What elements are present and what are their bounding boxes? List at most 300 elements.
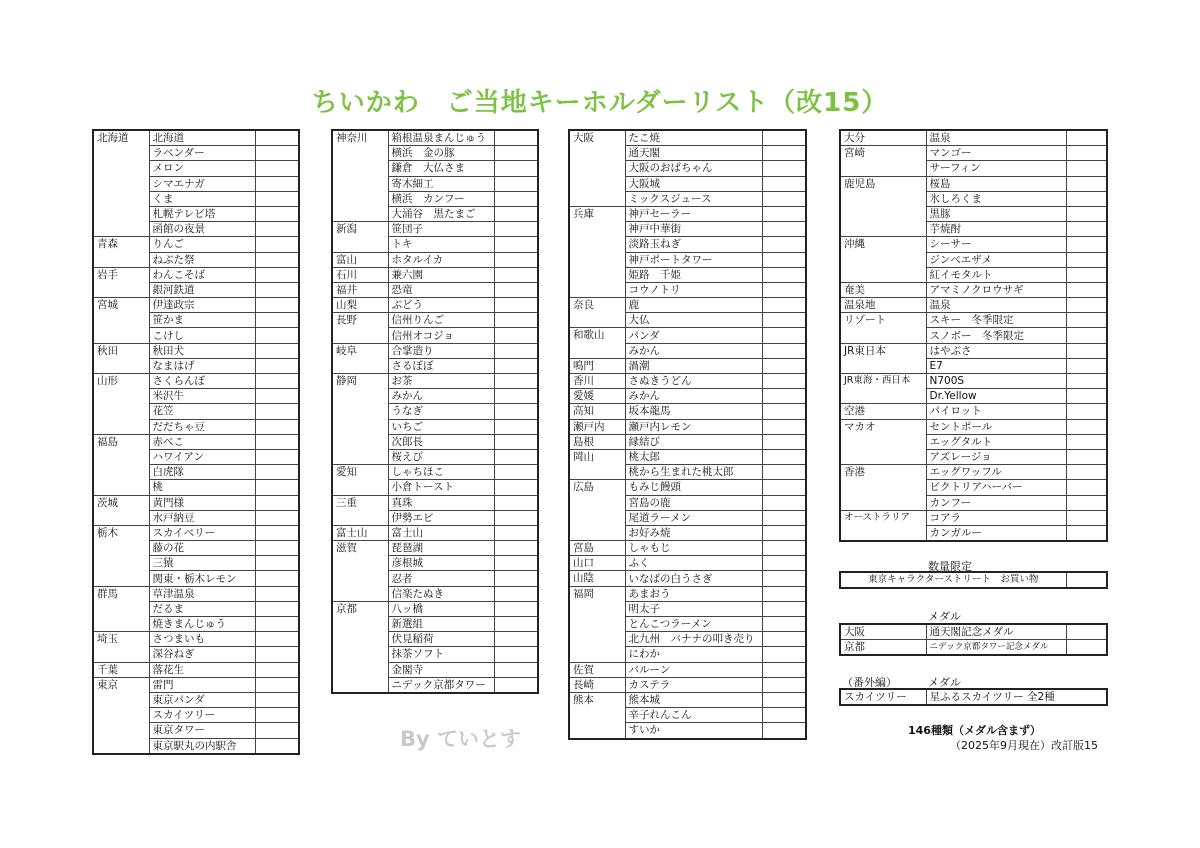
check-cell [255, 465, 299, 480]
table-row [569, 480, 806, 495]
prefecture-cell: 茨城 [93, 495, 149, 525]
check-cell [762, 343, 806, 358]
check-cell [494, 358, 538, 373]
prefecture-cell: 群馬 [93, 586, 149, 632]
item-cell: しゃもじ [625, 541, 762, 556]
prefecture-cell: オーストラリア [840, 510, 926, 541]
table-row [840, 689, 1107, 705]
medal-label: メダル [928, 610, 961, 623]
prefecture-cell: 長野 [332, 313, 388, 343]
item-cell: 神戸中華街 [625, 222, 762, 237]
table-row [332, 222, 538, 237]
check-cell [762, 267, 806, 282]
item-cell: 信楽たぬき [388, 586, 494, 601]
check-cell [762, 708, 806, 723]
item-cell: 琵琶湖 [388, 541, 494, 556]
check-cell [255, 738, 299, 754]
check-cell [762, 358, 806, 373]
item-cell: ホタルイカ [388, 252, 494, 267]
check-cell [494, 662, 538, 677]
table-row [569, 419, 806, 434]
item-cell: こけし [149, 328, 255, 343]
check-cell [494, 374, 538, 389]
item-cell: 紅イモタルト [926, 267, 1066, 282]
item-cell: 彦根城 [388, 556, 494, 571]
item-cell: 白虎隊 [149, 465, 255, 480]
prefecture-cell: 大分 [840, 130, 926, 146]
item-cell: 抹茶ソフト [388, 647, 494, 662]
table-row [332, 252, 538, 267]
item-cell: E7 [926, 358, 1066, 373]
item-cell: 鎌倉 大仏さま [388, 161, 494, 176]
prefecture-cell: スカイツリー [840, 689, 926, 705]
check-cell [1066, 389, 1107, 404]
check-cell [255, 328, 299, 343]
item-cell: 淡路玉ねぎ [625, 237, 762, 252]
table-row [840, 465, 1107, 480]
table-row [93, 632, 299, 647]
item-cell: 東京パンダ [149, 692, 255, 707]
check-cell [1066, 495, 1107, 510]
medal-table [839, 623, 1108, 656]
check-cell [255, 222, 299, 237]
check-cell [1066, 161, 1107, 176]
item-cell: 札幌テレビ塔 [149, 206, 255, 221]
item-cell: わんこそば [149, 267, 255, 282]
item-cell: 雷門 [149, 677, 255, 692]
table-row [332, 495, 538, 510]
item-cell: もみじ饅頭 [625, 480, 762, 495]
item-cell: 兼六園 [388, 267, 494, 282]
item-cell: マンゴー [926, 146, 1066, 161]
check-cell [494, 419, 538, 434]
check-cell [1066, 267, 1107, 282]
list-table-4 [839, 129, 1108, 542]
table-row [569, 130, 806, 146]
check-cell [1066, 449, 1107, 464]
item-cell: ニデック京都タワー記念メダル [926, 640, 1066, 656]
check-cell [762, 556, 806, 571]
item-cell: 星ふるスカイツリー 全2種 [926, 689, 1107, 705]
item-cell: 温泉 [926, 130, 1066, 146]
check-cell [1066, 510, 1107, 525]
check-cell [494, 191, 538, 206]
item-cell: 大涌谷 黒たまご [388, 206, 494, 221]
table-row [840, 510, 1107, 525]
prefecture-cell: 愛知 [332, 465, 388, 495]
item-cell: みかん [625, 343, 762, 358]
table-row [93, 237, 299, 252]
prefecture-cell: 岡山 [569, 449, 625, 479]
table-row [93, 130, 299, 146]
check-cell [1066, 176, 1107, 191]
item-cell: はやぶさ [926, 343, 1066, 358]
check-cell [494, 556, 538, 571]
check-cell [762, 404, 806, 419]
check-cell [1066, 298, 1107, 313]
check-cell [1066, 525, 1107, 541]
prefecture-cell: 温泉地 [840, 298, 926, 313]
item-cell: 伊達政宗 [149, 298, 255, 313]
item-cell: 草津温泉 [149, 586, 255, 601]
check-cell [494, 161, 538, 176]
item-cell: 藤の花 [149, 541, 255, 556]
check-cell [762, 617, 806, 632]
check-cell [255, 282, 299, 297]
item-cell: 東京駅丸の内駅舎 [149, 738, 255, 754]
check-cell [1066, 572, 1107, 588]
check-cell [255, 161, 299, 176]
check-cell [1066, 404, 1107, 419]
table-row [93, 434, 299, 449]
table-row [840, 343, 1107, 358]
item-cell: 次郎長 [388, 434, 494, 449]
item-cell: アマミノクロウサギ [926, 282, 1066, 297]
prefecture-cell: 青森 [93, 237, 149, 267]
check-cell [255, 525, 299, 540]
check-cell [762, 434, 806, 449]
check-cell [762, 647, 806, 662]
check-cell [494, 495, 538, 510]
item-cell: バルーン [625, 662, 762, 677]
check-cell [494, 510, 538, 525]
check-cell [255, 495, 299, 510]
item-cell: 合掌造り [388, 343, 494, 358]
item-cell: さぬきうどん [625, 374, 762, 389]
check-cell [762, 313, 806, 328]
check-cell [1066, 343, 1107, 358]
table-row [840, 572, 1107, 588]
table-row [332, 541, 538, 556]
item-cell: 通天閣 [625, 146, 762, 161]
item-cell: 鹿 [625, 298, 762, 313]
check-cell [494, 222, 538, 237]
item-cell: パンダ [625, 328, 762, 343]
prefecture-cell: 香港 [840, 465, 926, 511]
item-cell: 落花生 [149, 662, 255, 677]
table-row [840, 404, 1107, 419]
check-cell [494, 434, 538, 449]
check-cell [1066, 222, 1107, 237]
check-cell [255, 313, 299, 328]
item-cell: ニデック京都タワー [388, 677, 494, 693]
table-row [569, 586, 806, 601]
prefecture-cell: 奄美 [840, 282, 926, 297]
item-cell: 芋焼酎 [926, 222, 1066, 237]
check-cell [494, 130, 538, 146]
check-cell [494, 601, 538, 616]
item-cell: シマエナガ [149, 176, 255, 191]
item-cell: 深谷ねぎ [149, 647, 255, 662]
check-cell [1066, 434, 1107, 449]
item-cell: 三猿 [149, 556, 255, 571]
check-cell [494, 252, 538, 267]
table-row [840, 640, 1107, 656]
item-cell: 焼きまんじゅう [149, 617, 255, 632]
item-cell: すいか [625, 723, 762, 739]
table-row [332, 282, 538, 297]
item-cell: 信州オコジョ [388, 328, 494, 343]
table-row [569, 206, 806, 221]
check-cell [762, 374, 806, 389]
prefecture-cell: 京都 [840, 640, 926, 656]
table-row [93, 662, 299, 677]
item-cell: 忍者 [388, 571, 494, 586]
table-row [332, 343, 538, 358]
table-row [332, 313, 538, 328]
item-cell: カンガルー [926, 525, 1066, 541]
check-cell [762, 465, 806, 480]
check-cell [1066, 358, 1107, 373]
item-cell: N700S [926, 374, 1066, 389]
table-row [332, 374, 538, 389]
item-cell: にわか [625, 647, 762, 662]
item-cell: ハワイアン [149, 449, 255, 464]
item-cell: 函館の夜景 [149, 222, 255, 237]
item-cell: スカイベリー [149, 525, 255, 540]
check-cell [762, 176, 806, 191]
check-cell [255, 298, 299, 313]
check-cell [494, 449, 538, 464]
item-cell: 宮島の鹿 [625, 495, 762, 510]
item-cell: トキ [388, 237, 494, 252]
item-cell: ぶどう [388, 298, 494, 313]
item-cell: お茶 [388, 374, 494, 389]
table-row [569, 404, 806, 419]
item-cell: 辛子れんこん [625, 708, 762, 723]
item-cell: 小倉トースト [388, 480, 494, 495]
check-cell [494, 617, 538, 632]
prefecture-cell: 島根 [569, 434, 625, 449]
item-cell: 寄木細工 [388, 176, 494, 191]
item-cell: 桜えび [388, 449, 494, 464]
prefecture-cell: リゾート [840, 313, 926, 343]
check-cell [494, 206, 538, 221]
check-cell [1066, 252, 1107, 267]
check-cell [1066, 624, 1107, 640]
check-cell [762, 146, 806, 161]
item-cell: 笹かま [149, 313, 255, 328]
item-cell: 通天閣記念メダル [926, 624, 1066, 640]
item-cell: 花笠 [149, 404, 255, 419]
check-cell [762, 206, 806, 221]
item-cell: 黒豚 [926, 206, 1066, 221]
prefecture-cell: 埼玉 [93, 632, 149, 662]
check-cell [255, 601, 299, 616]
check-cell [494, 465, 538, 480]
prefecture-cell: 富士山 [332, 525, 388, 540]
check-cell [494, 404, 538, 419]
item-cell: 桜島 [926, 176, 1066, 191]
check-cell [255, 267, 299, 282]
table-row [569, 298, 806, 313]
table-row [569, 556, 806, 571]
item-cell: 黄門様 [149, 495, 255, 510]
limited-label: 数量限定 [928, 560, 972, 573]
item-cell: 金閣寺 [388, 662, 494, 677]
item-cell: さくらんぼ [149, 374, 255, 389]
check-cell [255, 617, 299, 632]
item-cell: 横浜 カンフー [388, 191, 494, 206]
check-cell [762, 541, 806, 556]
table-row [569, 389, 806, 404]
check-cell [494, 146, 538, 161]
extra-table [839, 688, 1108, 706]
check-cell [494, 298, 538, 313]
prefecture-cell: 北海道 [93, 130, 149, 237]
check-cell [255, 677, 299, 692]
item-cell: 横浜 金の豚 [388, 146, 494, 161]
item-cell: 秋田犬 [149, 343, 255, 358]
item-cell: 東京タワー [149, 723, 255, 738]
table-row [840, 419, 1107, 434]
check-cell [255, 404, 299, 419]
table-row [93, 586, 299, 601]
item-cell: 伊勢エビ [388, 510, 494, 525]
table-row [332, 465, 538, 480]
limited-table [839, 571, 1108, 589]
prefecture-cell: 岐阜 [332, 343, 388, 373]
prefecture-cell: 高知 [569, 404, 625, 419]
item-cell: うなぎ [388, 404, 494, 419]
check-cell [1066, 130, 1107, 146]
table-row [93, 343, 299, 358]
check-cell [494, 677, 538, 693]
byline: By ていとす [400, 727, 522, 751]
check-cell [494, 328, 538, 343]
table-row [93, 374, 299, 389]
item-cell: エッグワッフル [926, 465, 1066, 480]
item-cell: 恐竜 [388, 282, 494, 297]
check-cell [255, 723, 299, 738]
table-row [840, 130, 1107, 146]
item-cell: 瀬戸内レモン [625, 419, 762, 434]
item-cell: 富士山 [388, 525, 494, 540]
check-cell [255, 419, 299, 434]
item-cell: あまおう [625, 586, 762, 601]
item-cell: 笹団子 [388, 222, 494, 237]
table-row [93, 298, 299, 313]
item-cell: 箱根温泉まんじゅう [388, 130, 494, 146]
check-cell [255, 374, 299, 389]
prefecture-cell: JR東日本 [840, 343, 926, 373]
item-cell: 大阪城 [625, 176, 762, 191]
revision-note: （2025年9月現在）改訂版15 [950, 739, 1098, 752]
table-row [93, 495, 299, 510]
check-cell [762, 723, 806, 739]
item-cell: 明太子 [625, 601, 762, 616]
prefecture-cell: 和歌山 [569, 328, 625, 358]
check-cell [255, 571, 299, 586]
item-cell: 赤べこ [149, 434, 255, 449]
prefecture-cell: 長崎 [569, 677, 625, 692]
item-cell: パイロット [926, 404, 1066, 419]
check-cell [494, 541, 538, 556]
check-cell [494, 525, 538, 540]
check-cell [762, 692, 806, 707]
check-cell [255, 358, 299, 373]
check-cell [494, 586, 538, 601]
prefecture-cell: 大阪 [840, 624, 926, 640]
table-row [332, 525, 538, 540]
check-cell [1066, 640, 1107, 656]
item-cell: みかん [625, 389, 762, 404]
prefecture-cell: 福岡 [569, 586, 625, 662]
extra-medal-label: メダル [928, 676, 961, 689]
item-cell: とんこつラーメン [625, 617, 762, 632]
check-cell [255, 191, 299, 206]
item-cell: 姫路 千姫 [625, 267, 762, 282]
table-row [569, 662, 806, 677]
table-row [569, 571, 806, 586]
list-table-1 [92, 129, 300, 755]
check-cell [1066, 146, 1107, 161]
item-cell: カンフー [926, 495, 1066, 510]
prefecture-cell: 京都 [332, 601, 388, 693]
table-row [840, 374, 1107, 389]
table-row [332, 298, 538, 313]
prefecture-cell: 空港 [840, 404, 926, 419]
check-cell [255, 237, 299, 252]
table-row [840, 298, 1107, 313]
check-cell [255, 176, 299, 191]
check-cell [1066, 480, 1107, 495]
prefecture-cell: 山梨 [332, 298, 388, 313]
item-cell: さつまいも [149, 632, 255, 647]
item-cell: 桃 [149, 480, 255, 495]
list-table-3 [568, 129, 807, 740]
item-cell: Dr.Yellow [926, 389, 1066, 404]
item-cell: アズレージョ [926, 449, 1066, 464]
check-cell [255, 252, 299, 267]
check-cell [255, 130, 299, 146]
prefecture-cell: 富山 [332, 252, 388, 267]
prefecture-cell: 石川 [332, 267, 388, 282]
item-cell: ラベンダー [149, 146, 255, 161]
prefecture-cell: 瀬戸内 [569, 419, 625, 434]
check-cell [255, 343, 299, 358]
check-cell [762, 632, 806, 647]
check-cell [255, 434, 299, 449]
prefecture-cell: 栃木 [93, 525, 149, 586]
item-cell: ミックスジュース [625, 191, 762, 206]
check-cell [255, 541, 299, 556]
item-cell: サーフィン [926, 161, 1066, 176]
prefecture-cell: 三重 [332, 495, 388, 525]
check-cell [762, 191, 806, 206]
item-cell: 新選組 [388, 617, 494, 632]
item-cell: 縁結び [625, 434, 762, 449]
prefecture-cell: 東京 [93, 677, 149, 753]
check-cell [494, 647, 538, 662]
table-row [569, 541, 806, 556]
prefecture-cell: 山形 [93, 374, 149, 435]
prefecture-cell: 鳴門 [569, 358, 625, 373]
check-cell [255, 647, 299, 662]
check-cell [1066, 282, 1107, 297]
prefecture-cell: 宮崎 [840, 146, 926, 176]
item-cell: 大仏 [625, 313, 762, 328]
item-cell: 北九州 バナナの叩き売り [625, 632, 762, 647]
check-cell [255, 632, 299, 647]
table-row [840, 176, 1107, 191]
prefecture-cell: 山口 [569, 556, 625, 571]
item-cell: 熊本城 [625, 692, 762, 707]
item-cell: さるぼぼ [388, 358, 494, 373]
table-row [569, 434, 806, 449]
item-cell: だだちゃ豆 [149, 419, 255, 434]
check-cell [494, 237, 538, 252]
